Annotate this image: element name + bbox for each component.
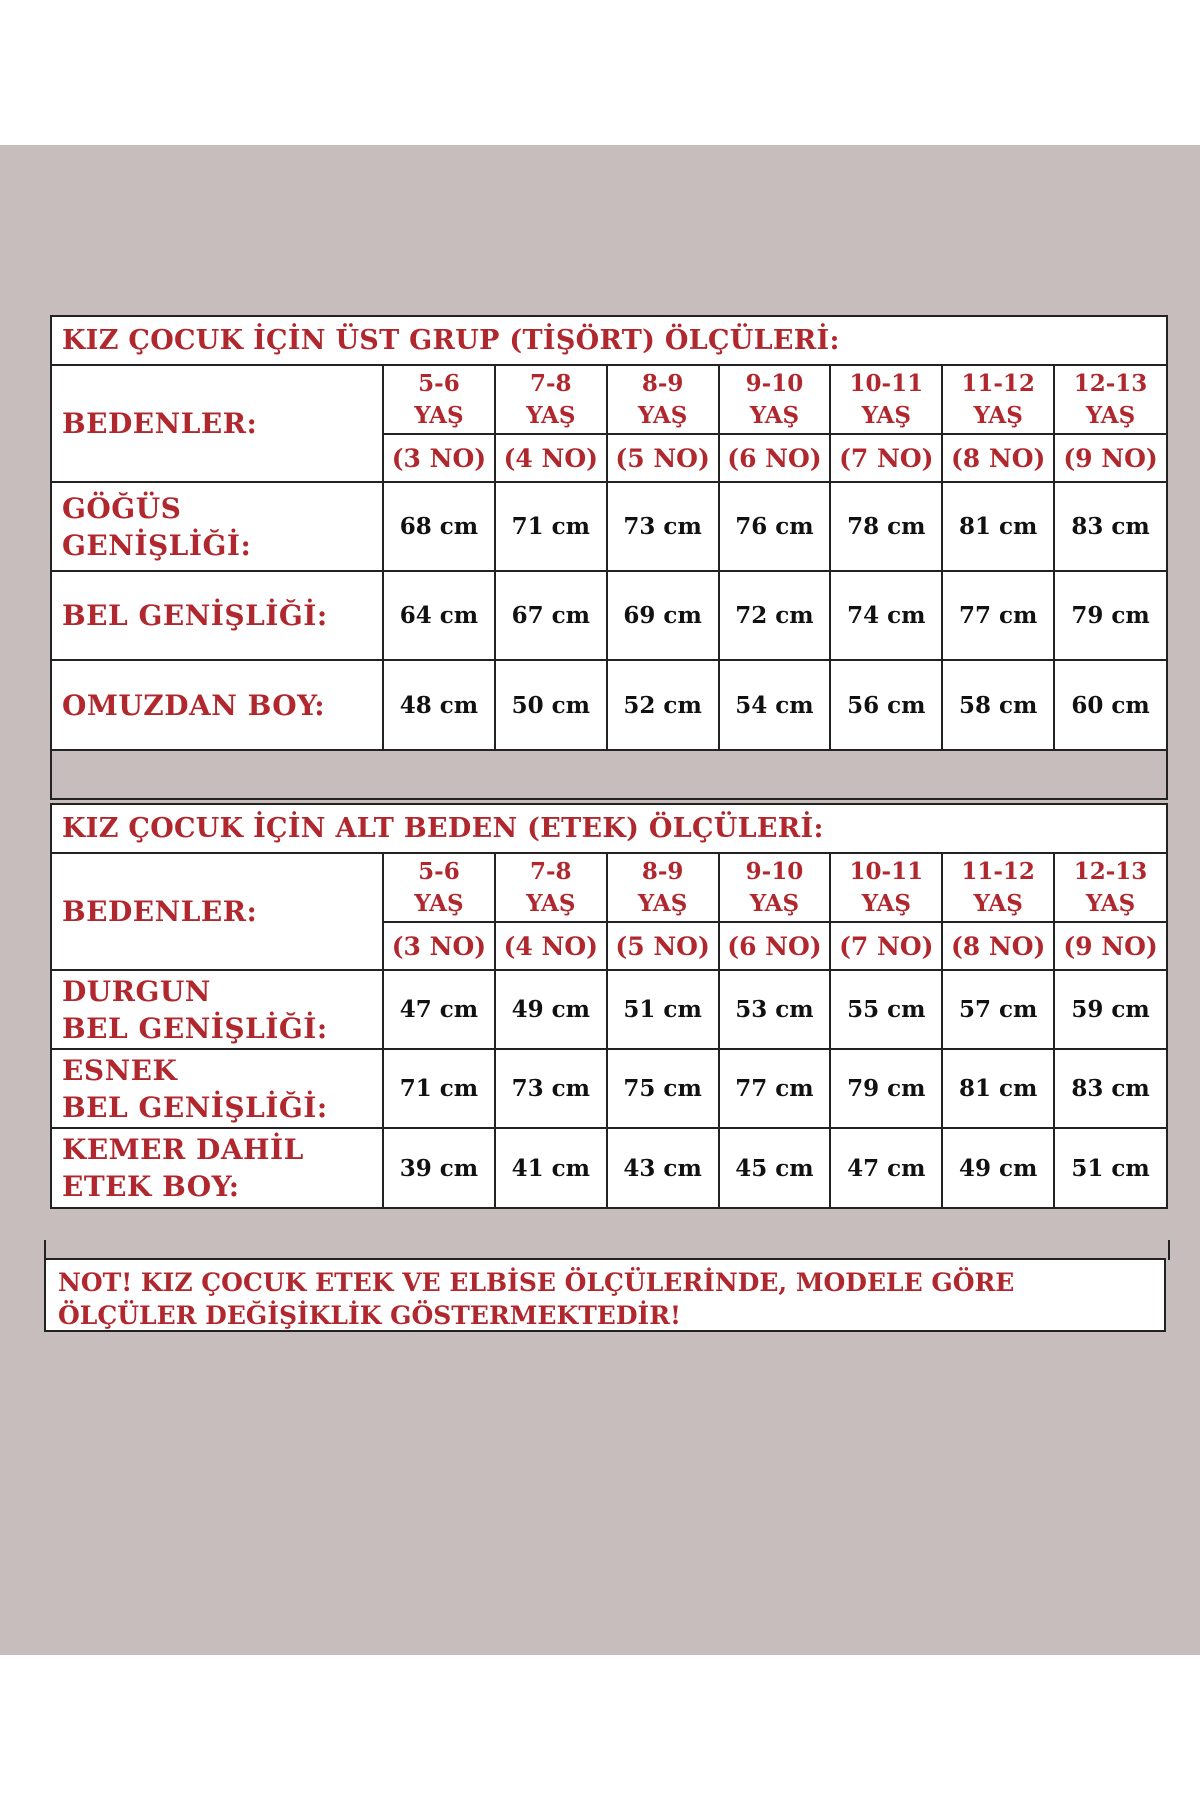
value-cell: 58 cm xyxy=(942,660,1054,749)
value-cell: 41 cm xyxy=(495,1128,607,1207)
size-number-cell: (9 NO) xyxy=(1054,922,1166,970)
age-cell: 11-12 YAŞ xyxy=(942,854,1054,922)
size-number-cell: (8 NO) xyxy=(942,434,1054,482)
value-cell: 48 cm xyxy=(383,660,495,749)
value-cell: 51 cm xyxy=(1054,1128,1166,1207)
value-cell: 49 cm xyxy=(942,1128,1054,1207)
value-cell: 73 cm xyxy=(495,1049,607,1128)
value-cell: 67 cm xyxy=(495,571,607,660)
size-number-cell: (5 NO) xyxy=(607,434,719,482)
age-cell: 5-6 YAŞ xyxy=(383,366,495,434)
age-cell: 12-13 YAŞ xyxy=(1054,366,1166,434)
value-cell: 39 cm xyxy=(383,1128,495,1207)
value-cell: 54 cm xyxy=(719,660,831,749)
value-cell: 78 cm xyxy=(830,482,942,571)
section-divider xyxy=(52,749,1166,798)
value-cell: 49 cm xyxy=(495,970,607,1049)
skirt-length-row xyxy=(52,1128,1166,1207)
value-cell: 43 cm xyxy=(607,1128,719,1207)
row-label: BEL GENİŞLİĞİ: xyxy=(52,571,383,660)
row-label: OMUZDAN BOY: xyxy=(52,660,383,749)
age-cell: 9-10 YAŞ xyxy=(719,366,831,434)
age-cell: 7-8 YAŞ xyxy=(495,366,607,434)
value-cell: 47 cm xyxy=(830,1128,942,1207)
row-label: GÖĞÜS GENİŞLİĞİ: xyxy=(52,482,383,571)
value-cell: 64 cm xyxy=(383,571,495,660)
value-cell: 52 cm xyxy=(607,660,719,749)
age-cell: 5-6 YAŞ xyxy=(383,854,495,922)
value-cell: 81 cm xyxy=(942,482,1054,571)
note-line: NOT! KIZ ÇOCUK ETEK VE ELBİSE ÖLÇÜLERİNDE, MODELE GÖRE xyxy=(58,1268,1015,1297)
value-cell: 83 cm xyxy=(1054,1049,1166,1128)
size-number-cell: (7 NO) xyxy=(830,434,942,482)
value-cell: 69 cm xyxy=(607,571,719,660)
value-cell: 74 cm xyxy=(830,571,942,660)
value-cell: 68 cm xyxy=(383,482,495,571)
row-label: DURGUN BEL GENİŞLİĞİ: xyxy=(52,970,383,1049)
bottom-size-table xyxy=(52,854,1166,1207)
measurement-note xyxy=(44,1258,1166,1332)
size-number-cell: (4 NO) xyxy=(495,434,607,482)
size-number-cell: (6 NO) xyxy=(719,922,831,970)
age-cell: 9-10 YAŞ xyxy=(719,854,831,922)
top-chart-title: KIZ ÇOCUK İÇİN ÜST GRUP (TİŞÖRT) ÖLÇÜLERİ: xyxy=(52,317,1166,366)
size-number-cell: (5 NO) xyxy=(607,922,719,970)
note-gap xyxy=(44,1240,1170,1260)
value-cell: 45 cm xyxy=(719,1128,831,1207)
value-cell: 55 cm xyxy=(830,970,942,1049)
value-cell: 47 cm xyxy=(383,970,495,1049)
resting-waist-row xyxy=(52,970,1166,1049)
value-cell: 83 cm xyxy=(1054,482,1166,571)
size-number-cell: (3 NO) xyxy=(383,922,495,970)
value-cell: 76 cm xyxy=(719,482,831,571)
elastic-waist-row xyxy=(52,1049,1166,1128)
value-cell: 56 cm xyxy=(830,660,942,749)
size-number-cell: (4 NO) xyxy=(495,922,607,970)
value-cell: 73 cm xyxy=(607,482,719,571)
shoulder-length-row xyxy=(52,660,1166,749)
top-size-chart xyxy=(50,315,1168,800)
sizes-label: BEDENLER: xyxy=(52,854,383,970)
note-line: ÖLÇÜLER DEĞİŞİKLİK GÖSTERMEKTEDİR! xyxy=(58,1301,681,1330)
bottom-chart-title: KIZ ÇOCUK İÇİN ALT BEDEN (ETEK) ÖLÇÜLERİ: xyxy=(52,805,1166,854)
value-cell: 77 cm xyxy=(719,1049,831,1128)
age-cell: 10-11 YAŞ xyxy=(830,366,942,434)
value-cell: 53 cm xyxy=(719,970,831,1049)
sizes-label: BEDENLER: xyxy=(52,366,383,482)
age-cell: 8-9 YAŞ xyxy=(607,366,719,434)
age-cell: 10-11 YAŞ xyxy=(830,854,942,922)
age-cell: 7-8 YAŞ xyxy=(495,854,607,922)
size-number-cell: (9 NO) xyxy=(1054,434,1166,482)
age-cell: 12-13 YAŞ xyxy=(1054,854,1166,922)
value-cell: 50 cm xyxy=(495,660,607,749)
value-cell: 81 cm xyxy=(942,1049,1054,1128)
row-label: ESNEK BEL GENİŞLİĞİ: xyxy=(52,1049,383,1128)
age-cell: 8-9 YAŞ xyxy=(607,854,719,922)
value-cell: 72 cm xyxy=(719,571,831,660)
value-cell: 71 cm xyxy=(495,482,607,571)
value-cell: 77 cm xyxy=(942,571,1054,660)
value-cell: 59 cm xyxy=(1054,970,1166,1049)
bottom-size-chart xyxy=(50,803,1168,1209)
size-number-cell: (3 NO) xyxy=(383,434,495,482)
size-number-cell: (8 NO) xyxy=(942,922,1054,970)
row-label: KEMER DAHİL ETEK BOY: xyxy=(52,1128,383,1207)
top-size-table xyxy=(52,366,1166,749)
size-number-cell: (7 NO) xyxy=(830,922,942,970)
age-header-row xyxy=(52,854,1166,922)
value-cell: 71 cm xyxy=(383,1049,495,1128)
age-cell: 11-12 YAŞ xyxy=(942,366,1054,434)
value-cell: 79 cm xyxy=(830,1049,942,1128)
chest-width-row xyxy=(52,482,1166,571)
value-cell: 79 cm xyxy=(1054,571,1166,660)
value-cell: 60 cm xyxy=(1054,660,1166,749)
value-cell: 51 cm xyxy=(607,970,719,1049)
waist-width-row xyxy=(52,571,1166,660)
age-header-row xyxy=(52,366,1166,434)
size-number-cell: (6 NO) xyxy=(719,434,831,482)
value-cell: 75 cm xyxy=(607,1049,719,1128)
value-cell: 57 cm xyxy=(942,970,1054,1049)
